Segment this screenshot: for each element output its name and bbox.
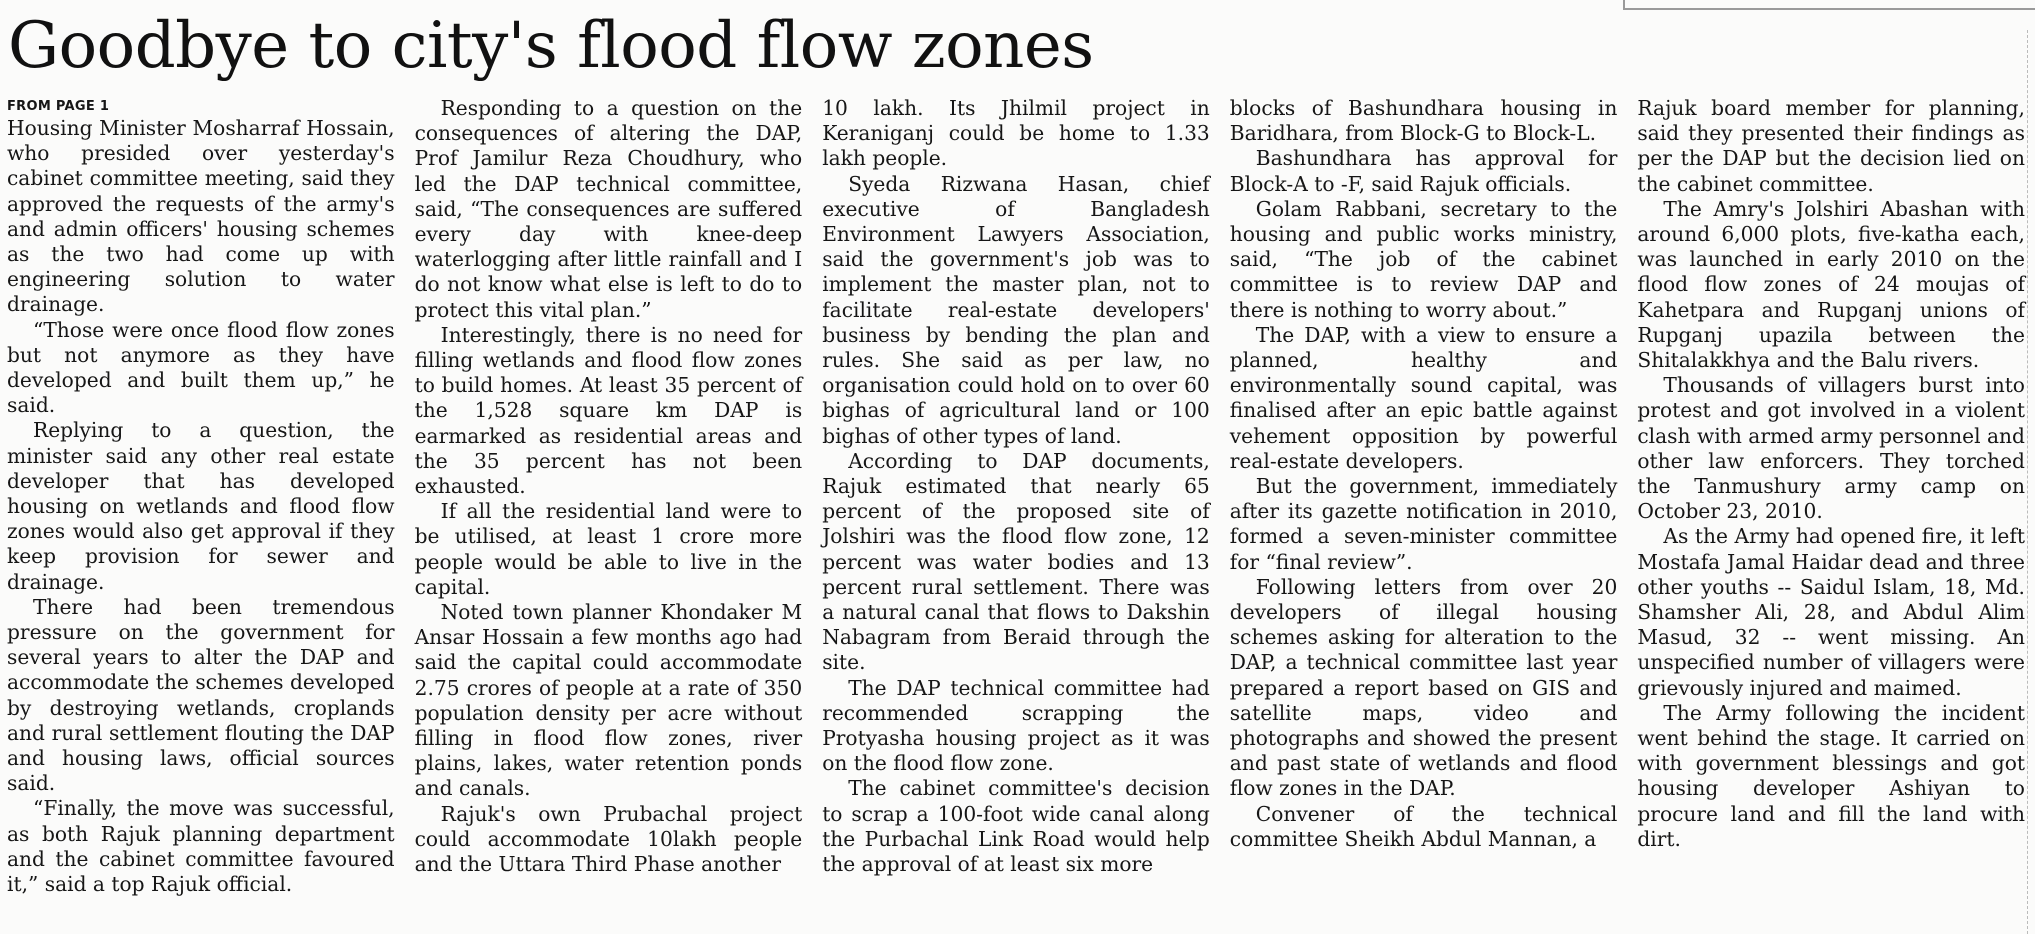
kicker: FROM PAGE 1 — [7, 99, 110, 114]
column-3 — [822, 96, 1210, 926]
headline: Goodbye to city's flood flow zones — [8, 9, 1094, 83]
column-4 — [1230, 96, 1618, 926]
paragraph: Golam Rabbani, secretary to the housing and public works ministry, said, “The job of the cabinet committee is to review DAP and there is nothing to worry about.” — [1229, 196, 1618, 322]
paragraph: The Amry's Jolshiri Abashan with around 6,000 plots, five-katha each, was launched in early 2010 on the flood flow zones of 24 moujas of Kahetpara and Rupganj unions of Rupganj upazila between the Shitalakkhya and the Balu rivers. — [1637, 196, 2025, 373]
paragraph: The DAP technical committee had recommended scrapping the Protyasha housing project as it was on the flood flow zone. — [822, 675, 1210, 776]
paragraph: The Army following the incident went behind the stage. It carried on with government blessings and got housing developer Ashiyan to procure land and fill the land with dirt. — [1637, 700, 2025, 851]
paragraph: Interestingly, there is no need for filling wetlands and flood flow zones to build homes. At least 35 percent of the 1,528 square km DAP is earmarked as residential areas and the 35 percent has not been exhausted. — [414, 322, 803, 499]
paragraph: Convener of the technical committee Sheikh Abdul Mannan, a — [1229, 801, 1618, 851]
paragraph: Following letters from over 20 developers of illegal housing schemes asking for alteration to the DAP, a technical committee last year prepared a report based on GIS and satellite maps, video and photographs and showed the present and past state of wetlands and flood flow zones in the DAP. — [1229, 574, 1618, 801]
paragraph: But the government, immediately after its gazette notification in 2010, formed a seven-minister committee for “final review”. — [1229, 474, 1618, 574]
column-1 — [7, 96, 395, 926]
paragraph: If all the residential land were to be utilised, at least 1 crore more people would be able to live in the capital. — [414, 499, 803, 599]
paragraph: Rajuk's own Prubachal project could accommodate 10lakh people and the Uttara Third Phase another — [414, 801, 803, 877]
paragraph: Replying to a question, the minister said any other real estate developer that has developed housing on wetlands and flood flow zones would also get approval if they keep provision for sewer and drainage. — [7, 418, 395, 594]
paragraph: Housing Minister Mosharraf Hossain, who presided over yesterday's cabinet committee meeting, said they approved the requests of the army's and admin officers' housing schemes as the two had come up with engineering solution to water drainage. — [7, 116, 395, 317]
paragraph: The cabinet committee's decision to scrap a 100-foot wide canal along the Purbachal Link Road would help the approval of at least six more — [822, 776, 1210, 877]
paragraph: Syeda Rizwana Hasan, chief executive of Bangladesh Environment Lawyers Association, said the government's job was to implement the master plan, not to facilitate real-estate developers' business by bending the plan and rules. She said as per law, no organisation could hold on to over 60 bighas of agricultural land or 100 bighas of other types of land. — [822, 171, 1210, 448]
paragraph: Noted town planner Khondaker M Ansar Hossain a few months ago had said the capital could accommodate 2.75 crores of people at a rate of 350 population density per acre without filling in flood flow zones, river plains, lakes, water retention ponds and canals. — [414, 600, 803, 801]
column-5 — [1637, 96, 2025, 926]
column-2 — [415, 96, 803, 926]
paragraph: Bashundhara has approval for Block-A to -F, said Rajuk officials. — [1229, 146, 1618, 196]
paragraph: Thousands of villagers burst into protest and got involved in a violent clash with armed army personnel and other law enforcers. They torched the Tanmushury army camp on October 23, 2010. — [1637, 373, 2025, 524]
paragraph: The DAP, with a view to ensure a planned, healthy and environmentally sound capital, was finalised after an epic battle against vehement opposition by powerful real-estate developers. — [1229, 322, 1618, 473]
paragraph: Rajuk board member for planning, said they presented their findings as per the DAP but the decision lied on the cabinet committee. — [1637, 96, 2025, 196]
page-edge — [2027, 30, 2031, 934]
header-rule-box — [1623, 0, 2035, 10]
paragraph: 10 lakh. Its Jhilmil project in Keraniganj could be home to 1.33 lakh people. — [822, 96, 1210, 171]
paragraph: As the Army had opened fire, it left Mostafa Jamal Haidar dead and three other youths -- Saidul Islam, 18, Md. Shamsher Ali, 28, and Abdul Alim Masud, 32 -- went missing. An unspecified number of villagers were grievously injured and maimed. — [1637, 524, 2025, 700]
paragraph: “Those were once flood flow zones but not anymore as they have developed and built them up,” he said. — [7, 317, 395, 418]
article-body — [7, 96, 2025, 926]
paragraph: According to DAP documents, Rajuk estimated that nearly 65 percent of the proposed site of Jolshiri was the flood flow zone, 12 percent was water bodies and 13 percent rural settlement. There was a natural canal that flows to Dakshin Nabagram from Beraid through the site. — [822, 448, 1210, 675]
paragraph: There had been tremendous pressure on the government for several years to alter the DAP and accommodate the schemes developed by destroying wetlands, croplands and rural settlement flouting the DAP and housing laws, official sources said. — [7, 594, 395, 796]
paragraph: blocks of Bashundhara housing in Baridhara, from Block-G to Block-L. — [1229, 96, 1618, 146]
paragraph: Responding to a question on the consequences of altering the DAP, Prof Jamilur Reza Choudhury, who led the DAP technical committee, said, “The consequences are suffered every day with knee-deep waterlogging after little rainfall and I do not know what else is left to do to protect this vital plan.” — [414, 96, 803, 322]
paragraph: “Finally, the move was successful, as both Rajuk planning department and the cabinet committee favoured it,” said a top Rajuk official. — [7, 796, 395, 897]
